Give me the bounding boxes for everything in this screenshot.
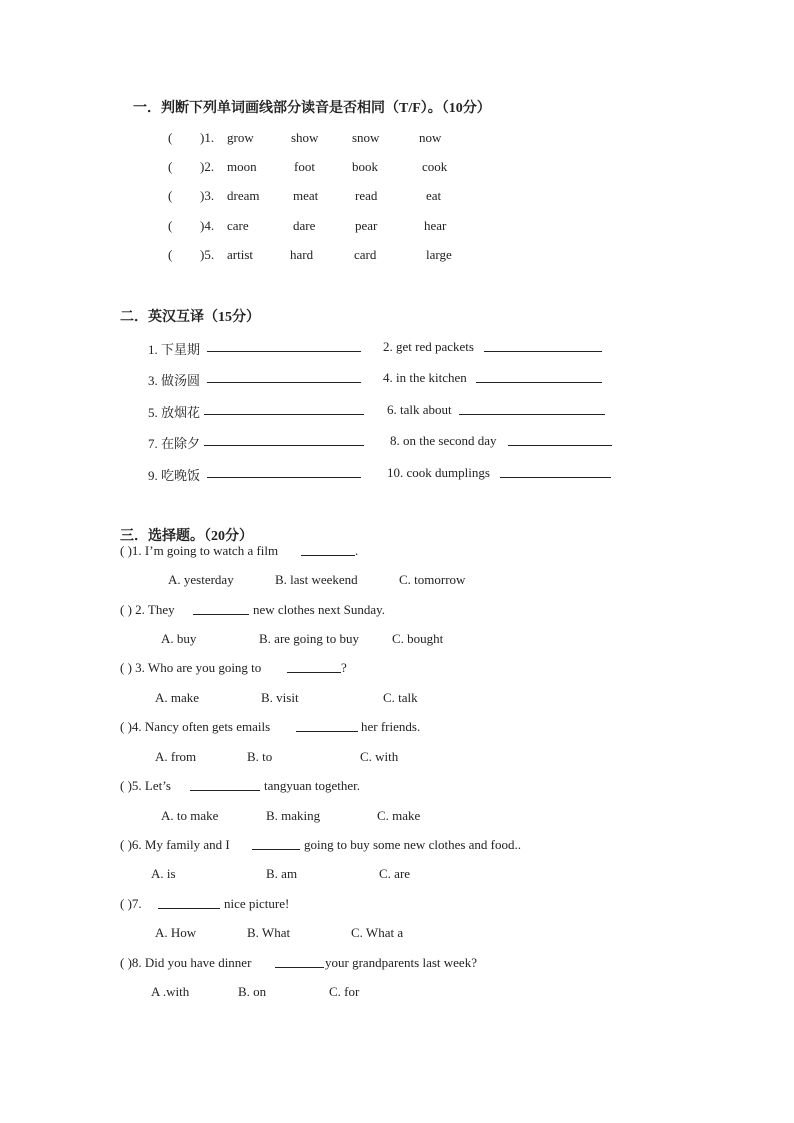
word: pear bbox=[355, 218, 378, 233]
question-stem: ( )5. Let’s bbox=[120, 778, 171, 793]
answer-blank[interactable] bbox=[207, 370, 361, 383]
word: artist bbox=[227, 247, 253, 262]
word: cook bbox=[422, 159, 448, 174]
answer-blank[interactable] bbox=[459, 402, 605, 415]
word: hear bbox=[424, 218, 447, 233]
answer-blank[interactable] bbox=[190, 778, 260, 791]
option-b[interactable]: B. am bbox=[266, 866, 298, 881]
item-label: 3. 做汤圆 bbox=[148, 373, 201, 388]
question-stem: ( )1. I’m going to watch a film bbox=[120, 543, 279, 558]
item-label: 6. talk about bbox=[387, 402, 452, 417]
item-label: 4. in the kitchen bbox=[383, 370, 467, 385]
option-a[interactable]: A. buy bbox=[161, 631, 197, 646]
answer-blank[interactable] bbox=[296, 719, 358, 732]
option-b[interactable]: B. to bbox=[247, 749, 273, 764]
word: snow bbox=[352, 130, 380, 145]
question-stem-end: . bbox=[355, 543, 359, 558]
option-a[interactable]: A. How bbox=[155, 925, 197, 940]
word: dare bbox=[293, 218, 316, 233]
question-stem: ( ) 3. Who are you going to bbox=[120, 660, 262, 675]
word: read bbox=[355, 188, 378, 203]
word: card bbox=[354, 247, 377, 262]
question-stem-end: your grandparents last week? bbox=[325, 955, 477, 970]
row-number: )3. bbox=[200, 188, 215, 203]
option-b[interactable]: B. What bbox=[247, 925, 291, 940]
question-stem-end: going to buy some new clothes and food.. bbox=[304, 837, 521, 852]
option-a[interactable]: A. yesterday bbox=[168, 572, 234, 587]
item-label: 9. 吃晚饭 bbox=[148, 468, 201, 483]
answer-blank[interactable] bbox=[204, 402, 364, 415]
answer-blank[interactable] bbox=[207, 339, 361, 352]
item-label: 10. cook dumplings bbox=[387, 465, 490, 480]
word: large bbox=[426, 247, 452, 262]
option-a[interactable]: A. to make bbox=[161, 808, 219, 823]
section3-title: 三．选择题。（20分） bbox=[120, 529, 253, 544]
answer-blank[interactable] bbox=[476, 370, 602, 383]
word: now bbox=[419, 130, 442, 145]
question-stem-end: new clothes next Sunday. bbox=[253, 602, 386, 617]
row-number: )1. bbox=[200, 130, 215, 145]
item-label: 8. on the second day bbox=[390, 433, 497, 448]
answer-blank[interactable] bbox=[252, 837, 300, 850]
option-b[interactable]: B. on bbox=[238, 984, 267, 999]
word: care bbox=[227, 218, 249, 233]
answer-blank[interactable] bbox=[508, 433, 612, 446]
answer-blank[interactable] bbox=[193, 602, 249, 615]
section2-title: 二．英汉互译（15分） bbox=[120, 310, 260, 325]
answer-blank[interactable] bbox=[287, 660, 341, 673]
question-stem: ( )4. Nancy often gets emails bbox=[120, 719, 271, 734]
item-label: 5. 放烟花 bbox=[148, 405, 201, 420]
question-stem: ( )6. My family and I bbox=[120, 837, 230, 852]
option-b[interactable]: B. are going to buy bbox=[259, 631, 360, 646]
option-c[interactable]: C. talk bbox=[383, 690, 418, 705]
word: foot bbox=[294, 159, 315, 174]
item-label: 7. 在除夕 bbox=[148, 436, 201, 451]
question-stem: ( )8. Did you have dinner bbox=[120, 955, 252, 970]
option-c[interactable]: C. What a bbox=[351, 925, 404, 940]
row-number: )5. bbox=[200, 247, 215, 262]
word: dream bbox=[227, 188, 260, 203]
question-stem-end: nice picture! bbox=[224, 896, 290, 911]
answer-paren[interactable]: ( bbox=[168, 159, 173, 174]
option-b[interactable]: B. making bbox=[266, 808, 321, 823]
option-a[interactable]: A. make bbox=[155, 690, 200, 705]
option-b[interactable]: B. visit bbox=[261, 690, 299, 705]
answer-blank[interactable] bbox=[158, 896, 220, 909]
word: book bbox=[352, 159, 378, 174]
item-label: 2. get red packets bbox=[383, 339, 474, 354]
option-a[interactable]: A. from bbox=[155, 749, 197, 764]
answer-blank[interactable] bbox=[301, 543, 355, 556]
question-stem: ( ) 2. They bbox=[120, 602, 175, 617]
word: eat bbox=[426, 188, 442, 203]
word: hard bbox=[290, 247, 314, 262]
option-c[interactable]: C. tomorrow bbox=[399, 572, 466, 587]
answer-blank[interactable] bbox=[275, 955, 324, 968]
option-c[interactable]: C. with bbox=[360, 749, 399, 764]
answer-paren[interactable]: ( bbox=[168, 218, 173, 233]
option-b[interactable]: B. last weekend bbox=[275, 572, 358, 587]
word: meat bbox=[293, 188, 319, 203]
word: grow bbox=[227, 130, 254, 145]
option-c[interactable]: C. bought bbox=[392, 631, 444, 646]
option-a[interactable]: A. is bbox=[151, 866, 176, 881]
question-stem-end: ? bbox=[341, 660, 347, 675]
question-stem-end: tangyuan together. bbox=[264, 778, 361, 793]
answer-blank[interactable] bbox=[207, 465, 361, 478]
section1-title: 一．判断下列单词画线部分读音是否相同（T/F）。（10分） bbox=[133, 101, 491, 116]
option-a[interactable]: A .with bbox=[151, 984, 190, 999]
word: show bbox=[291, 130, 319, 145]
answer-paren[interactable]: ( bbox=[168, 130, 173, 145]
question-stem: ( )7. bbox=[120, 896, 142, 911]
answer-blank[interactable] bbox=[204, 433, 364, 446]
question-stem-end: her friends. bbox=[361, 719, 421, 734]
option-c[interactable]: C. are bbox=[379, 866, 411, 881]
option-c[interactable]: C. make bbox=[377, 808, 421, 823]
word: moon bbox=[227, 159, 257, 174]
row-number: )4. bbox=[200, 218, 215, 233]
row-number: )2. bbox=[200, 159, 215, 174]
answer-paren[interactable]: ( bbox=[168, 247, 173, 262]
answer-blank[interactable] bbox=[484, 339, 602, 352]
answer-paren[interactable]: ( bbox=[168, 188, 173, 203]
answer-blank[interactable] bbox=[500, 465, 611, 478]
item-label: 1. 下星期 bbox=[148, 342, 201, 357]
option-c[interactable]: C. for bbox=[329, 984, 360, 999]
